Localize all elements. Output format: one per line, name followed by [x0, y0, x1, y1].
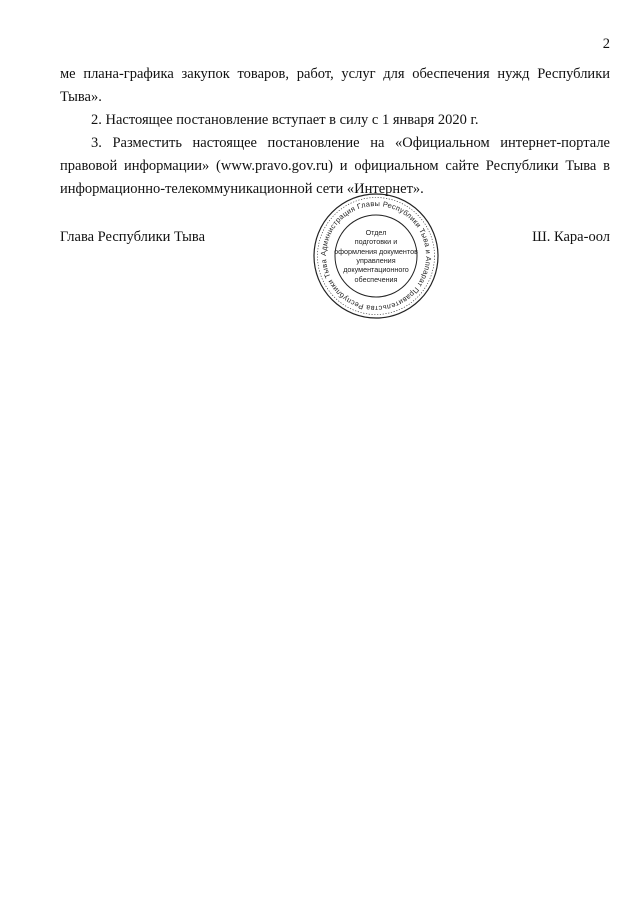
official-stamp — [311, 191, 441, 321]
signatory-name: Ш. Кара-оол — [532, 229, 610, 245]
stamp-line: подготовки и — [354, 237, 398, 247]
paragraph-continuation: ме плана-графика закупок товаров, работ, услуг для обеспечения нужд Республики Тыва». — [60, 66, 610, 105]
paragraph-item-3: 3. Разместить настоящее постановление на «Официальном интернет-портале правовой информации» (www.pravo.gov.ru) и официальном сайте Республики Тыва в информационно-телекоммуникационной сети «Интернет». — [60, 135, 610, 197]
document-body — [60, 63, 610, 201]
signatory-position: Глава Республики Тыва — [60, 229, 206, 245]
stamp-line: документационного — [343, 265, 409, 275]
stamp-ring-text: Администрация Главы Республики Тыва и Аппарат Правительства Республики Тыва — [318, 198, 434, 314]
stamp-line: оформления документов — [334, 246, 418, 256]
stamp-line: Отдел — [365, 227, 387, 237]
paragraph-item-2: 2. Настоящее постановление вступает в силу с 1 января 2020 г. — [91, 112, 479, 128]
stamp-line: управления — [356, 256, 396, 265]
stamp-inner-text — [335, 213, 417, 299]
stamp-line: обеспечения — [354, 274, 398, 284]
page-number: 2 — [602, 36, 610, 52]
